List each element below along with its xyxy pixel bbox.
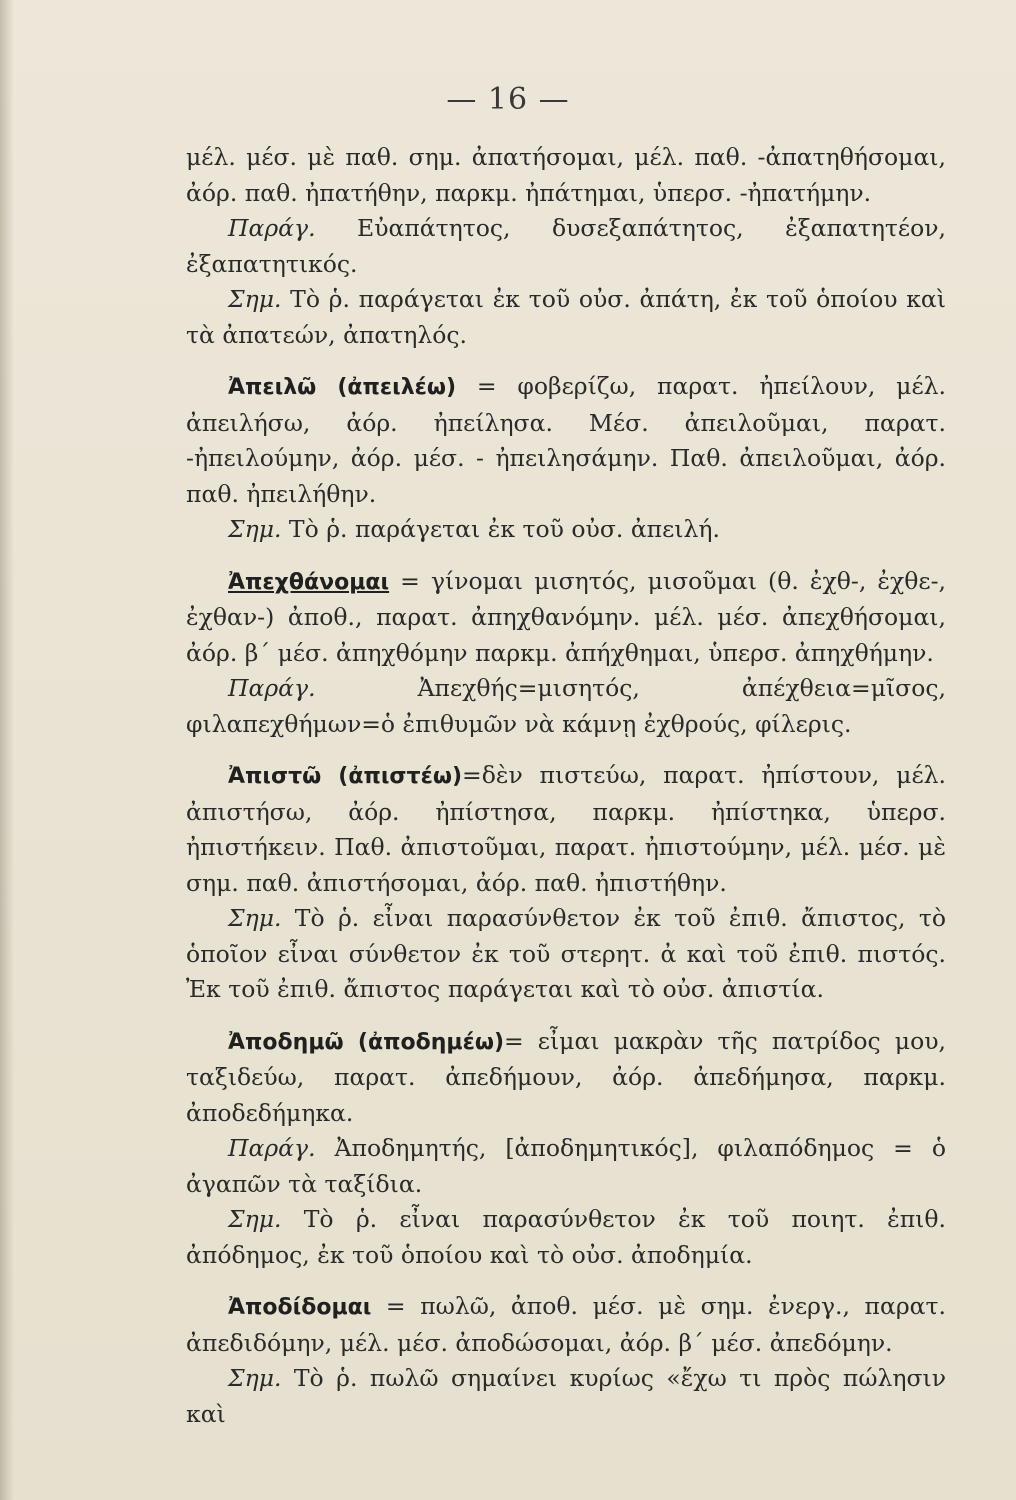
paragraph-derivatives: Παράγ. Ἀποδημητής, [ἀποδημητικός], φιλαπόδημος = ὁ ἀγαπῶν τὰ ταξίδια. bbox=[186, 1134, 946, 1198]
entry-headword: Ἀποδημῶ (ἀποδημέω) bbox=[228, 1029, 504, 1055]
entry-headword: Ἀποδίδομαι bbox=[228, 1295, 372, 1320]
paragraph-label: Σημ. bbox=[228, 515, 282, 543]
entry-apisto: Ἀπιστῶ (ἀπιστέω)=δὲν πιστεύω, παρατ. ἠπίστουν, μέλ. ἀπιστήσω, ἀόρ. ἠπίστησα, παρκμ. ἠπίστηκα, ὑπερσ. ἠπιστήκειν. Παθ. ἀπιστοῦμαι, παρατ. ἠπιστούμην, μέλ. μέσ. μὲ σημ. παθ. ἀπιστήσομαι, ἀόρ. παθ. ἠπιστήθην. bbox=[186, 761, 946, 897]
entry-apodemo: Ἀποδημῶ (ἀποδημέω)= εἶμαι μακρὰν τῆς πατρίδος μου, ταξιδεύω, παρατ. ἀπεδήμουν, ἀόρ. ἀπεδήμησα, παρκμ. ἀποδεδήμηκα. bbox=[186, 1026, 946, 1127]
entry-headword: Ἀπεχθάνομαι bbox=[228, 569, 390, 595]
paragraph-label: Σημ. bbox=[228, 1364, 282, 1392]
page-number: — 16 — bbox=[446, 82, 570, 117]
entry-apechthanomai: Ἀπεχθάνομαι = γίνομαι μισητός, μισοῦμαι (θ. ἐχθ-, ἐχθε-, ἐχθαν-) ἀποθ., παρατ. ἀπηχθανόμην. μέλ. μέσ. ἀπεχθήσομαι, ἀόρ. β΄ μέσ. ἀπηχθόμην παρκμ. ἀπήχθημαι, ὑπερσ. ἀπηχθήμην. bbox=[186, 566, 946, 667]
entry-headword: Ἀπιστῶ (ἀπιστέω) bbox=[228, 764, 463, 789]
continuation-paragraph: μέλ. μέσ. μὲ παθ. σημ. ἀπατήσομαι, μέλ. παθ. -ἀπατηθήσομαι, ἀόρ. παθ. ἠπατήθην, παρκμ. ἠπάτημαι, ὑπερσ. -ἠπατήμην. bbox=[186, 143, 946, 207]
paragraph-note: Σημ. Τὸ ῥ. παράγεται ἐκ τοῦ οὐσ. ἀπάτη, ἐκ τοῦ ὁποίου καὶ τὰ ἀπατεών, ἀπατηλός. bbox=[186, 285, 946, 349]
entry-apeilo: Ἀπειλῶ (ἀπειλέω) = φοβερίζω, παρατ. ἠπείλουν, μέλ. ἀπειλήσω, ἀόρ. ἠπείλησα. Μέσ. ἀπειλοῦμαι, παρατ. -ἠπειλούμην, ἀόρ. μέσ. - ἠπειλησάμην. Παθ. ἀπειλοῦμαι, ἀόρ. παθ. ἠπειλήθην. bbox=[186, 372, 946, 508]
paragraph-label: Παράγ. bbox=[228, 214, 316, 242]
paragraph-label: Σημ. bbox=[228, 285, 282, 313]
entry-apodidomai: Ἀποδίδομαι = πωλῶ, ἀποθ. μέσ. μὲ σημ. ἐνεργ., παρατ. ἀπεδιδόμην, μέλ. μέσ. ἀποδώσομαι, ἀόρ. β΄ μέσ. ἀπεδόμην. bbox=[186, 1292, 946, 1357]
paragraph-label: Παράγ. bbox=[228, 674, 316, 702]
page-text bbox=[186, 140, 946, 1432]
paragraph-label: Σημ. bbox=[228, 1205, 282, 1233]
paragraph-note: Σημ. Τὸ ῥ. πωλῶ σημαίνει κυρίως «ἔχω τι πρὸς πώλησιν καὶ bbox=[186, 1364, 946, 1428]
paragraph-derivatives: Παράγ. Εὐαπάτητος, δυσεξαπάτητος, ἐξαπατητέον, ἐξαπατητικός. bbox=[186, 214, 946, 278]
paragraph-note: Σημ. Τὸ ῥ. εἶναι παρασύνθετον ἐκ τοῦ ποιητ. ἐπιθ. ἀπόδημος, ἐκ τοῦ ὁποίου καὶ τὸ οὐσ. ἀποδημία. bbox=[186, 1205, 946, 1269]
paragraph-note: Σημ. Τὸ ῥ. εἶναι παρασύνθετον ἐκ τοῦ ἐπιθ. ἄπιστος, τὸ ὁποῖον εἶναι σύνθετον ἐκ τοῦ στερητ. ἀ καὶ τοῦ ἐπιθ. πιστός. Ἐκ τοῦ ἐπιθ. ἄπιστος παράγεται καὶ τὸ οὐσ. ἀπιστία. bbox=[186, 904, 946, 1003]
paragraph-derivatives: Παράγ. Ἀπεχθής=μισητός, ἀπέχθεια=μῖσος, φιλαπεχθήμων=ὁ ἐπιθυμῶν νὰ κάμνῃ ἐχθρούς, φίλερις. bbox=[186, 674, 946, 738]
paragraph-label: Παράγ. bbox=[228, 1134, 316, 1162]
paragraph-label: Σημ. bbox=[228, 904, 282, 932]
page-edge-shadow bbox=[0, 0, 14, 1500]
paragraph-note: Σημ. Τὸ ῥ. παράγεται ἐκ τοῦ οὐσ. ἀπειλή. bbox=[228, 515, 720, 543]
entry-headword: Ἀπειλῶ (ἀπειλέω) bbox=[228, 375, 457, 400]
